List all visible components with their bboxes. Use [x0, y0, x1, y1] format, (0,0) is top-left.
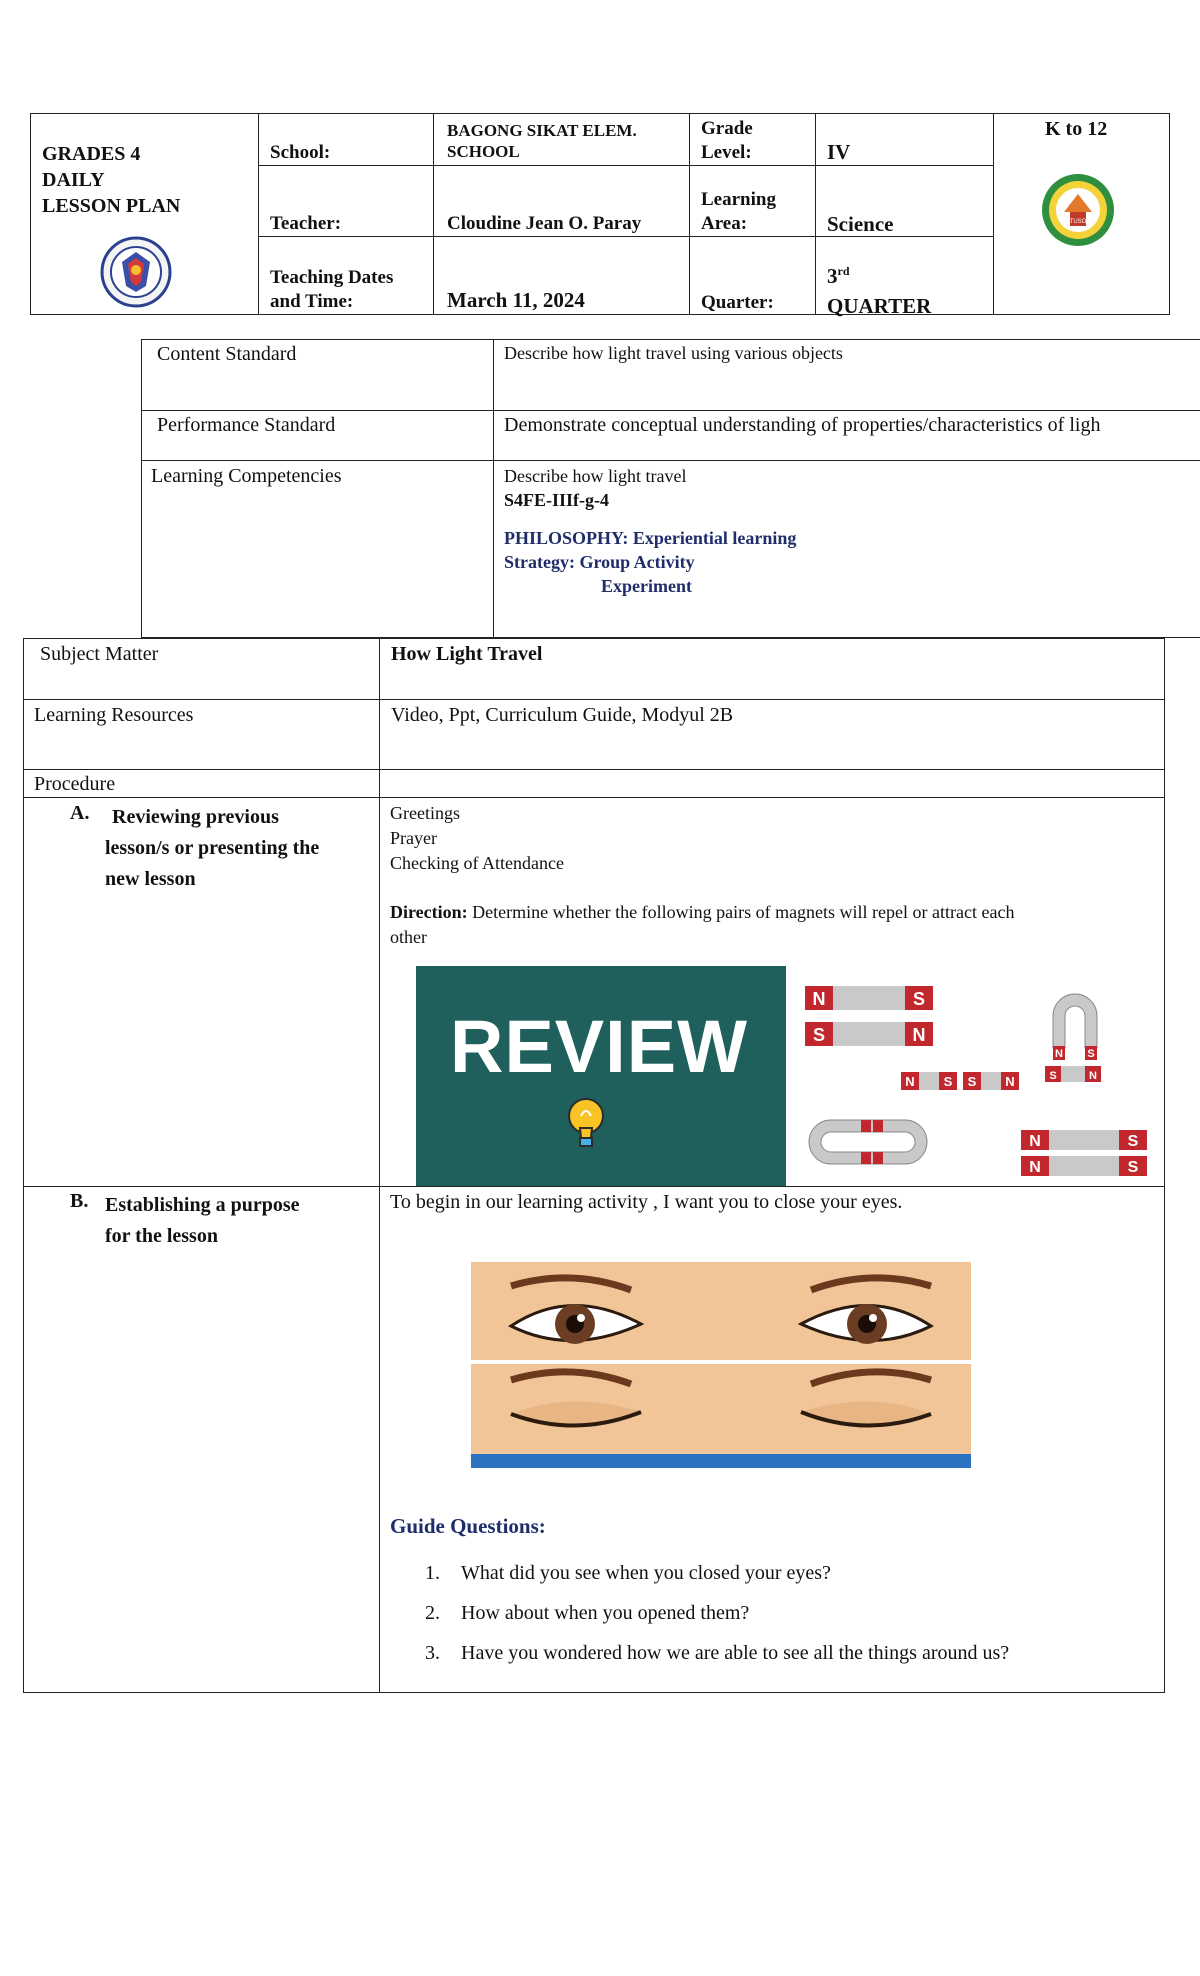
magnet-label-n: N: [1029, 1133, 1041, 1150]
section-a-items: [390, 801, 564, 876]
grade-value: IV: [827, 140, 851, 164]
competencies-value: Describe how light travel S4FE-IIIf-g-4 PHILOSOPHY: Experiential learning Strategy: Group Activity Experiment: [504, 466, 797, 596]
list-item: Checking of Attendance: [390, 853, 564, 873]
eyes-image: [471, 1262, 971, 1468]
competencies-label: Learning Competencies: [151, 465, 342, 487]
magnet-label-n: N: [1005, 1074, 1015, 1089]
content-standard-value: Describe how light travel using various objects: [504, 343, 843, 363]
section-a-letter: A.: [70, 802, 90, 824]
magnet-label-n: N: [812, 989, 826, 1009]
deped-seal-logo: [100, 236, 172, 308]
list-item: 1. What did you see when you closed your eyes?: [425, 1562, 831, 1584]
review-banner: [416, 966, 786, 1186]
quarter-label: Quarter:: [701, 292, 774, 313]
magnet-label-s: S: [1049, 1070, 1057, 1082]
school-seal-text: TUSO: [1069, 219, 1087, 225]
list-item: 3. Have you wondered how we are able to see all the things around us?: [425, 1642, 1010, 1664]
list-item: Prayer: [390, 828, 437, 848]
magnet-label-n: N: [912, 1025, 926, 1045]
section-b-title: Establishing a purpose for the lesson: [105, 1194, 300, 1247]
section-b-intro: To begin in our learning activity , I want you to close your eyes.: [390, 1191, 903, 1213]
school-seal-logo: [1040, 172, 1116, 248]
magnet-label-n: N: [905, 1074, 915, 1089]
section-a-title: Reviewing previous lesson/s or presenting the new lesson: [105, 806, 320, 890]
content-standard-label: Content Standard: [157, 343, 297, 365]
magnet-label-s: S: [1127, 1133, 1139, 1150]
review-banner-text: REVIEW: [450, 1005, 748, 1088]
area-label: Learning Area:: [701, 189, 776, 234]
learning-resources-value: Video, Ppt, Curriculum Guide, Modyul 2B: [391, 704, 734, 726]
list-item: Greetings: [390, 803, 460, 823]
review-image: [416, 966, 1151, 1186]
dates-value: March 11, 2024: [447, 288, 585, 312]
teacher-value: Cloudine Jean O. Paray: [447, 213, 642, 234]
section-b-letter: B.: [70, 1190, 89, 1212]
program-label: K to 12: [1045, 118, 1108, 140]
area-value: Science: [827, 212, 894, 236]
direction-text: Direction: Determine whether the following pairs of magnets will repel or attract each other: [390, 902, 1015, 947]
procedure-label: Procedure: [34, 773, 116, 795]
magnet-label-n: N: [1055, 1048, 1063, 1060]
school-label: School:: [270, 142, 331, 163]
teacher-label: Teacher:: [270, 213, 342, 234]
magnet-label-s: S: [943, 1074, 953, 1089]
quarter-value: 3rd QUARTER: [827, 264, 932, 318]
list-item: 2. How about when you opened them?: [425, 1602, 750, 1624]
magnet-label-s: S: [1087, 1048, 1095, 1060]
guide-questions-list: [425, 1553, 1009, 1673]
dates-label: Teaching Dates and Time:: [270, 267, 394, 312]
subject-matter-label: Subject Matter: [40, 643, 159, 665]
performance-standard-label: Performance Standard: [157, 414, 336, 436]
guide-questions-title: Guide Questions:: [390, 1514, 546, 1538]
magnet-label-s: S: [812, 1025, 826, 1045]
magnet-label-s: S: [912, 989, 926, 1009]
learning-resources-label: Learning Resources: [34, 704, 194, 726]
lightbulb-icon: [566, 1096, 606, 1152]
magnet-label-n: N: [1029, 1159, 1041, 1176]
subject-matter-value: How Light Travel: [391, 643, 543, 665]
school-value: BAGONG SIKAT ELEM. SCHOOL: [447, 121, 637, 161]
performance-standard-value: Demonstrate conceptual understanding of properties/characteristics of ligh: [504, 414, 1101, 436]
plan-title: GRADES 4 DAILY LESSON PLAN: [42, 143, 181, 217]
magnet-label-n: N: [1089, 1070, 1097, 1082]
magnet-label-s: S: [1127, 1159, 1139, 1176]
magnet-label-s: S: [967, 1074, 977, 1089]
magnets-diagram: [791, 966, 1151, 1186]
grade-label: Grade Level:: [701, 118, 753, 163]
